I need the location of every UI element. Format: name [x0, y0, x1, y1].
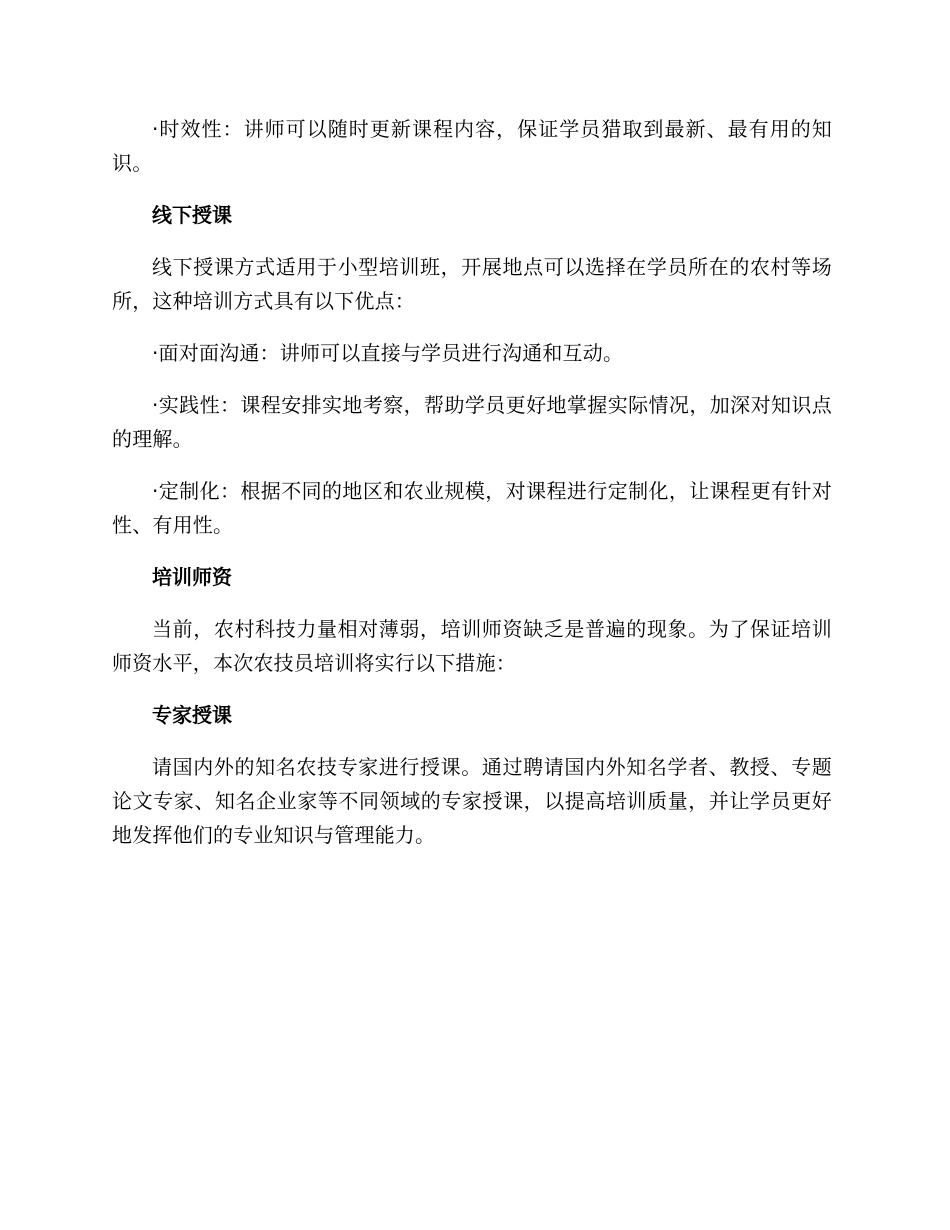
offline-teaching-intro: 线下授课方式适用于小型培训班，开展地点可以选择在学员所在的农村等场所，这种培训方式具有以下优点： — [112, 255, 832, 313]
bullet-customization: ·定制化：根据不同的地区和农业规模，对课程进行定制化，让课程更有针对性、有用性。 — [112, 479, 832, 537]
section-heading-expert-teaching: 专家授课 — [152, 703, 232, 727]
bullet-timeliness: ·时效性：讲师可以随时更新课程内容，保证学员猎取到最新、最有用的知识。 — [112, 117, 832, 175]
section-heading-offline-teaching: 线下授课 — [152, 203, 232, 227]
bullet-practicality: ·实践性：课程安排实地考察，帮助学员更好地掌握实际情况，加深对知识点的理解。 — [112, 393, 832, 451]
bullet-face-to-face: ·面对面沟通：讲师可以直接与学员进行沟通和互动。 — [152, 341, 624, 365]
trainers-intro: 当前，农村科技力量相对薄弱，培训师资缺乏是普遍的现象。为了保证培训师资水平，本次农技员培训将实行以下措施： — [112, 617, 832, 675]
expert-teaching-text: 请国内外的知名农技专家进行授课。通过聘请国内外知名学者、教授、专题论文专家、知名企业家等不同领域的专家授课，以提高培训质量，并让学员更好地发挥他们的专业知识与管理能力。 — [112, 755, 832, 847]
section-heading-trainers: 培训师资 — [152, 565, 232, 589]
